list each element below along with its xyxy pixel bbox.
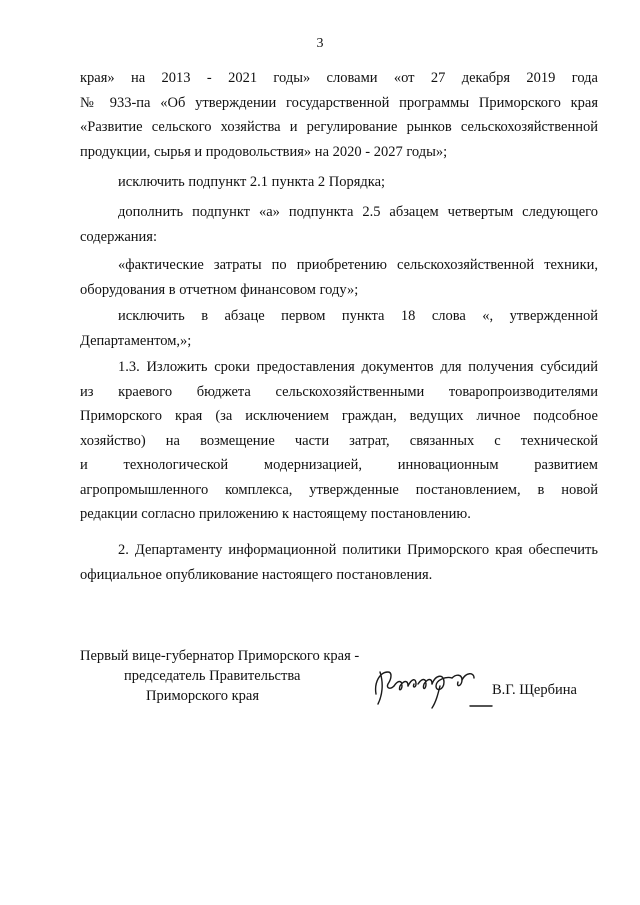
signatory-title-line: Приморского края xyxy=(146,688,260,704)
text-line: оборудования в отчетном финансовом году»; xyxy=(80,281,359,298)
paragraph-1-3 xyxy=(80,355,598,527)
text-line: «фактические затраты по приобретению сельскохозяйственной техники, xyxy=(118,257,598,273)
paragraph-amendment-title xyxy=(80,66,598,164)
text-line: 1.3. Изложить сроки предоставления документов для получения субсидий xyxy=(118,359,598,375)
page-number: 3 xyxy=(316,36,324,51)
text-line: 2. Департаменту информационной политики Приморского края обеспечить xyxy=(118,542,598,558)
text-line: «Развитие сельского хозяйства и регулирование рынков сельскохозяйственной xyxy=(80,119,598,135)
text-line: и технологической модернизацией, инновационным развитием xyxy=(80,457,598,473)
signatory-title-line: председатель Правительства xyxy=(124,668,301,684)
text-line: дополнить подпункт «а» подпункта 2.5 абзацем четвертым следующего xyxy=(118,204,598,220)
paragraph-add-subclause xyxy=(80,200,598,249)
text-line: содержания: xyxy=(80,228,158,245)
paragraph-exclude-words xyxy=(80,304,598,353)
text-line: Приморского края (за исключением граждан, ведущих личное подсобное xyxy=(80,408,598,424)
paragraph-quoted-costs xyxy=(80,253,598,302)
paragraph-exclude-subclause xyxy=(80,170,598,195)
text-line: исключить подпункт 2.1 пункта 2 Порядка; xyxy=(118,174,386,190)
paragraph-2 xyxy=(80,538,598,587)
text-line: № 933-па «Об утверждении государственной программы Приморского края xyxy=(80,94,598,111)
text-line: редакции согласно приложению к настоящему постановлению. xyxy=(80,506,471,522)
text-line: продукции, сырья и продовольствия» на 2020 - 2027 годы»; xyxy=(80,143,448,160)
text-line: хозяйство) на возмещение части затрат, связанных с технической xyxy=(80,432,598,449)
handwritten-signature xyxy=(370,664,495,712)
text-line: официальное опубликование настоящего постановления. xyxy=(80,566,433,583)
text-line: исключить в абзаце первом пункта 18 слова «, утвержденной xyxy=(118,308,598,324)
text-line: края» на 2013 - 2021 годы» словами «от 27 декабря 2019 года xyxy=(80,70,598,86)
text-line: Департаментом,»; xyxy=(80,332,192,349)
signatory-title-line: Первый вице-губернатор Приморского края - xyxy=(80,648,360,664)
text-line: агропромышленного комплекса, утвержденные постановлением, в новой xyxy=(80,481,598,498)
text-line: из краевого бюджета сельскохозяйственными товаропроизводителями xyxy=(80,383,598,400)
signatory-name: В.Г. Щербина xyxy=(492,682,577,698)
